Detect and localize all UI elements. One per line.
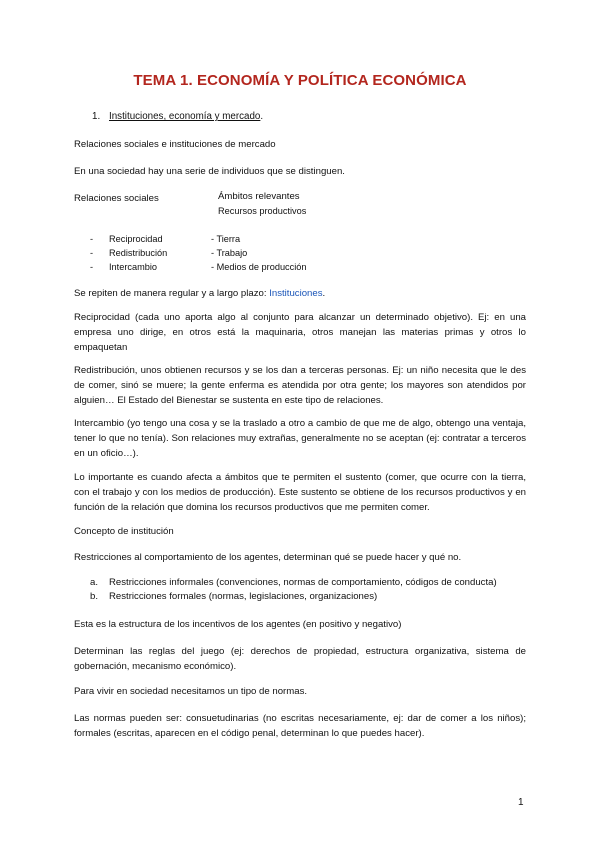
column-heading-ambitos: Ámbitos relevantes (218, 191, 300, 202)
list-item-relacion: Intercambio (109, 262, 158, 272)
section-heading (92, 111, 263, 122)
list-bullet: - (90, 262, 94, 272)
subheading-concepto-institucion: Concepto de institución (74, 526, 174, 537)
paragraph-redistribucion: Redistribución, unos obtienen recursos y se los dan a terceras personas. Ej: un niño necesita que le des de comer, sinó se muere; la gente enferma es atendida por otra gente; los mayores son atendidos por alguien… El Estado del Bienestar se sustenta en este tipo de relaciones. (74, 365, 526, 406)
document-title: TEMA 1. ECONOMÍA Y POLÍTICA ECONÓMICA (133, 72, 467, 89)
column-heading-relaciones: Relaciones sociales (74, 193, 159, 204)
paragraph-sociedad: En una sociedad hay una serie de individuos que se distinguen. (74, 166, 345, 177)
paragraph-reglas: Determinan las reglas del juego (ej: derechos de propiedad, estructura organizativa, sistema de gobernación, mecanismo económico). (74, 646, 526, 672)
paragraph-reciprocidad: Reciprocidad (cada uno aporta algo al conjunto para alcanzar un determinado objetivo). Ej: en una empresa uno dirige, en otros está la maquinaria, otros manejan las materias primas y otros lo empaquetan (74, 312, 526, 353)
list-marker: a. (90, 577, 99, 588)
list-item-relacion: Reciprocidad (109, 234, 163, 244)
paragraph-restricciones: Restricciones al comportamiento de los agentes, determinan qué se puede hacer y qué no. (74, 552, 462, 563)
list-bullet: - (90, 234, 94, 244)
section-title-period: . (260, 111, 264, 122)
paragraph-estructura: Esta es la estructura de los incentivos de los agentes (en positivo y negativo) (74, 619, 402, 630)
list-item-ambito: - Trabajo (211, 248, 248, 258)
list-item (90, 576, 497, 590)
list-item-ambito: - Medios de producción (211, 262, 307, 272)
paragraph-vivir: Para vivir en sociedad necesitamos un tipo de normas. (74, 686, 308, 697)
list-item-text: Restricciones informales (convenciones, normas de comportamiento, códigos de conducta) (109, 577, 497, 588)
paragraph-instituciones-text: Se repiten de manera regular y a largo plazo: (74, 288, 270, 299)
paragraph-instituciones (74, 286, 526, 301)
list-item-relacion: Redistribución (109, 248, 168, 258)
list-item (90, 590, 377, 604)
list-item-text: Restricciones formales (normas, legislaciones, organizaciones) (109, 591, 378, 602)
list-item-ambito: - Tierra (211, 234, 241, 244)
section-number: 1. (92, 111, 101, 122)
list-marker: b. (90, 591, 99, 602)
instituciones-link[interactable]: Instituciones (269, 288, 323, 299)
page-number: 1 (518, 797, 524, 808)
paragraph-instituciones-period: . (322, 288, 326, 299)
section-title: Instituciones, economía y mercado (109, 111, 261, 122)
list-bullet: - (90, 248, 94, 258)
paragraph-relaciones-instituciones: Relaciones sociales e instituciones de mercado (74, 139, 276, 150)
column-subheading-recursos: Recursos productivos (218, 206, 307, 216)
paragraph-normas: Las normas pueden ser: consuetudinarias (no escritas necesariamente, ej: dar de comer a los niños); formales (escritas, aparecen en el código penal, determinan lo que puedes hacer). (74, 713, 526, 739)
paragraph-importante: Lo importante es cuando afecta a ámbitos que te permiten el sustento (comer, que ocurre con la tierra, con el trabajo y con los medios de producción). Este sustento se obtiene de los recursos productivos y en función de la relación que domina los recursos productivos que me permiten comer. (74, 472, 526, 513)
paragraph-intercambio: Intercambio (yo tengo una cosa y se la traslado a otro a cambio de que me de algo, obtengo una ventaja, tener lo que no tenía). Son relaciones muy extrañas, generalmente no se aceptan (ej: contratar a terceros en un oficio…). (74, 418, 526, 459)
